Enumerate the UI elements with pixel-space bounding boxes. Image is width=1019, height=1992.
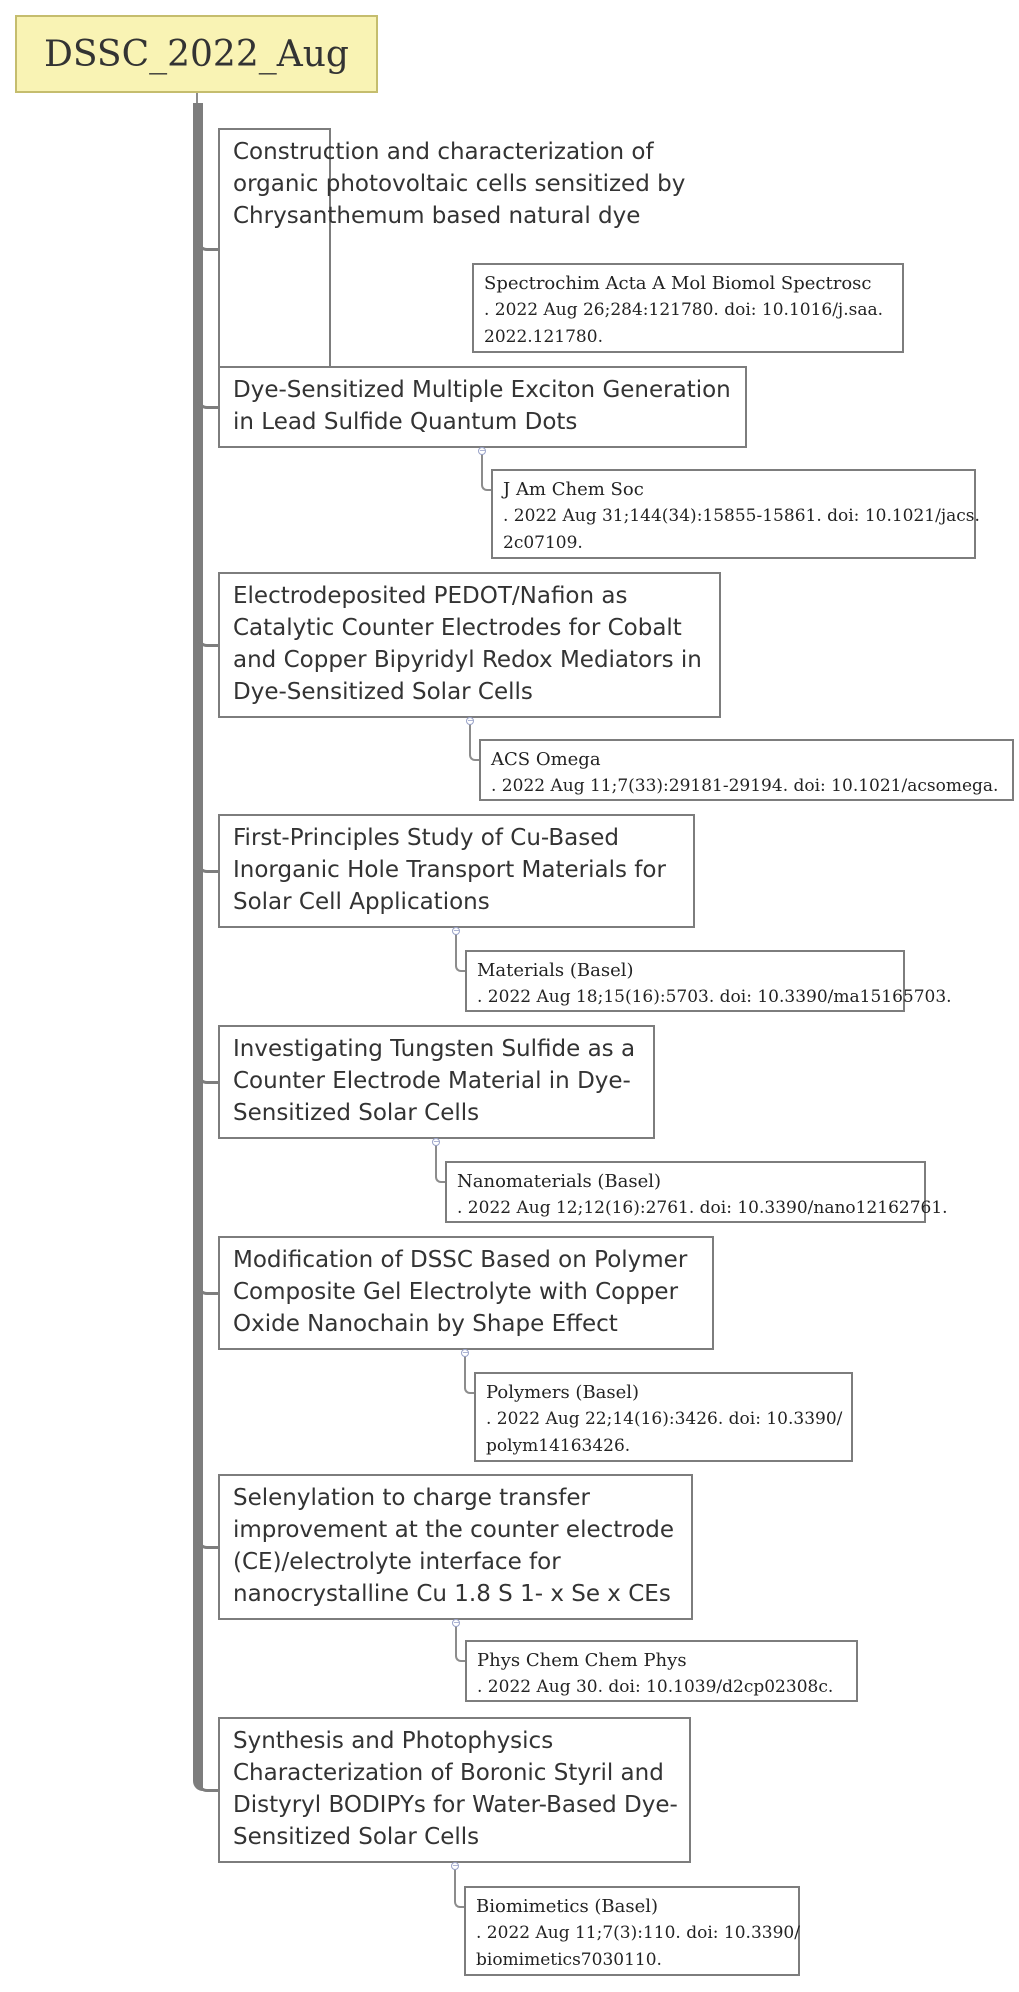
- citation-box-8[interactable]: [464, 1886, 800, 1976]
- collapse-toggle-icon[interactable]: −: [467, 716, 474, 725]
- topic-title-5[interactable]: [218, 1025, 655, 1139]
- citation-ref-line: . 2022 Aug 12;12(16):2761. doi: 10.3390/nano12162761.: [457, 1198, 948, 1218]
- topic-title-6[interactable]: [218, 1236, 714, 1350]
- collapse-toggle-icon[interactable]: −: [462, 1348, 469, 1357]
- topic-title-line: and Copper Bipyridyl Redox Mediators in: [233, 647, 702, 673]
- topic-title-line: Sensitized Solar Cells: [233, 1824, 480, 1850]
- citation-ref-line: 2022.121780.: [484, 327, 603, 347]
- topic-title-line: Solar Cell Applications: [233, 889, 490, 915]
- journal-name: ACS Omega: [491, 749, 601, 770]
- topic-title-line: improvement at the counter electrode: [233, 1517, 675, 1543]
- topic-title-line: Distyryl BODIPYs for Water-Based Dye-: [233, 1792, 678, 1818]
- topic-title-7[interactable]: [218, 1474, 693, 1620]
- topic-title-line: Synthesis and Photophysics: [233, 1728, 554, 1754]
- topic-title-line: Dye-Sensitized Solar Cells: [233, 679, 533, 705]
- citation-ref-line: . 2022 Aug 31;144(34):15855-15861. doi: 10.1021/jacs.: [503, 506, 980, 526]
- topic-title-line: Selenylation to charge transfer: [233, 1485, 590, 1511]
- topic-title-4[interactable]: [218, 814, 695, 928]
- topic-title-line: nanocrystalline Cu 1.8 S 1- x Se x CEs: [233, 1581, 671, 1607]
- topic-title-line: First-Principles Study of Cu-Based: [233, 825, 619, 851]
- journal-name: J Am Chem Soc: [503, 479, 644, 500]
- branch-connector-4: [197, 831, 220, 873]
- collapse-toggle-icon[interactable]: −: [453, 1618, 460, 1627]
- topic-title-line: Construction and characterization of: [233, 139, 654, 165]
- citation-box-5[interactable]: [445, 1161, 948, 1223]
- journal-name: Polymers (Basel): [486, 1382, 640, 1403]
- topic-title-line: Sensitized Solar Cells: [233, 1100, 480, 1126]
- journal-name: Phys Chem Chem Phys: [477, 1650, 687, 1671]
- topic-title-line: Modification of DSSC Based on Polymer: [233, 1247, 688, 1273]
- journal-name: Nanomaterials (Basel): [457, 1171, 662, 1192]
- topic-title-line: Chrysanthemum based natural dye: [233, 203, 641, 229]
- branch-connector-2: [197, 367, 220, 409]
- topic-title-3[interactable]: [218, 572, 721, 718]
- topic-title-line: organic photovoltaic cells sensitized by: [233, 171, 686, 197]
- citation-ref-line: . 2022 Aug 18;15(16):5703. doi: 10.3390/ma15165703.: [477, 987, 952, 1007]
- topic-title-line: Inorganic Hole Transport Materials for: [233, 857, 666, 883]
- branch-connector-7: [197, 1507, 220, 1549]
- topic-title-line: Catalytic Counter Electrodes for Cobalt: [233, 615, 682, 641]
- citation-box-4[interactable]: [465, 950, 952, 1012]
- citation-box-3[interactable]: [479, 739, 1014, 801]
- journal-name: Materials (Basel): [477, 960, 634, 981]
- branch-connector-6: [197, 1253, 220, 1295]
- topic-title-line: Investigating Tungsten Sulfide as a: [233, 1036, 636, 1062]
- citation-ref-line: 2c07109.: [503, 533, 583, 553]
- citation-ref-line: . 2022 Aug 11;7(3):110. doi: 10.3390/: [476, 1923, 800, 1943]
- journal-name: Spectrochim Acta A Mol Biomol Spectrosc: [484, 273, 872, 294]
- citation-ref-line: . 2022 Aug 26;284:121780. doi: 10.1016/j.saa.: [484, 300, 884, 320]
- branch-connector-3: [197, 605, 220, 647]
- citation-box-6[interactable]: [474, 1372, 853, 1462]
- topic-title-8[interactable]: [218, 1717, 691, 1863]
- citation-ref-line: polym14163426.: [486, 1436, 631, 1456]
- root-topic[interactable]: DSSC_2022_Aug: [15, 15, 378, 93]
- topic-title-line: Electrodeposited PEDOT/Nafion as: [233, 583, 628, 609]
- citation-ref-line: . 2022 Aug 30. doi: 10.1039/d2cp02308c.: [477, 1677, 834, 1697]
- branch-connector-5: [197, 1042, 220, 1084]
- collapse-toggle-icon[interactable]: −: [452, 1861, 459, 1870]
- collapse-toggle-icon[interactable]: −: [433, 1137, 440, 1146]
- collapse-toggle-icon[interactable]: −: [479, 446, 486, 455]
- branch-connector-1: [197, 209, 220, 251]
- topic-title-line: Oxide Nanochain by Shape Effect: [233, 1311, 618, 1337]
- topic-title-line: Counter Electrode Material in Dye-: [233, 1068, 631, 1094]
- journal-name: Biomimetics (Basel): [476, 1896, 659, 1917]
- citation-box-1[interactable]: [472, 263, 904, 353]
- topic-title-2[interactable]: [218, 366, 747, 448]
- topic-title-line: in Lead Sulfide Quantum Dots: [233, 409, 578, 435]
- topic-title-line: Composite Gel Electrolyte with Copper: [233, 1279, 679, 1305]
- citation-ref-line: . 2022 Aug 11;7(33):29181-29194. doi: 10.1021/acsomega.: [491, 776, 999, 796]
- topic-title-line: Characterization of Boronic Styril and: [233, 1760, 664, 1786]
- citation-box-7[interactable]: [465, 1640, 858, 1702]
- citation-box-2[interactable]: [491, 469, 980, 559]
- citation-ref-line: biomimetics7030110.: [476, 1950, 662, 1970]
- topic-title-line: (CE)/electrolyte interface for: [233, 1549, 561, 1575]
- branch-connector-8: [197, 1750, 220, 1792]
- topic-title-line: Dye-Sensitized Multiple Exciton Generation: [233, 377, 731, 403]
- citation-ref-line: . 2022 Aug 22;14(16):3426. doi: 10.3390/: [486, 1409, 843, 1429]
- collapse-toggle-icon[interactable]: −: [453, 926, 460, 935]
